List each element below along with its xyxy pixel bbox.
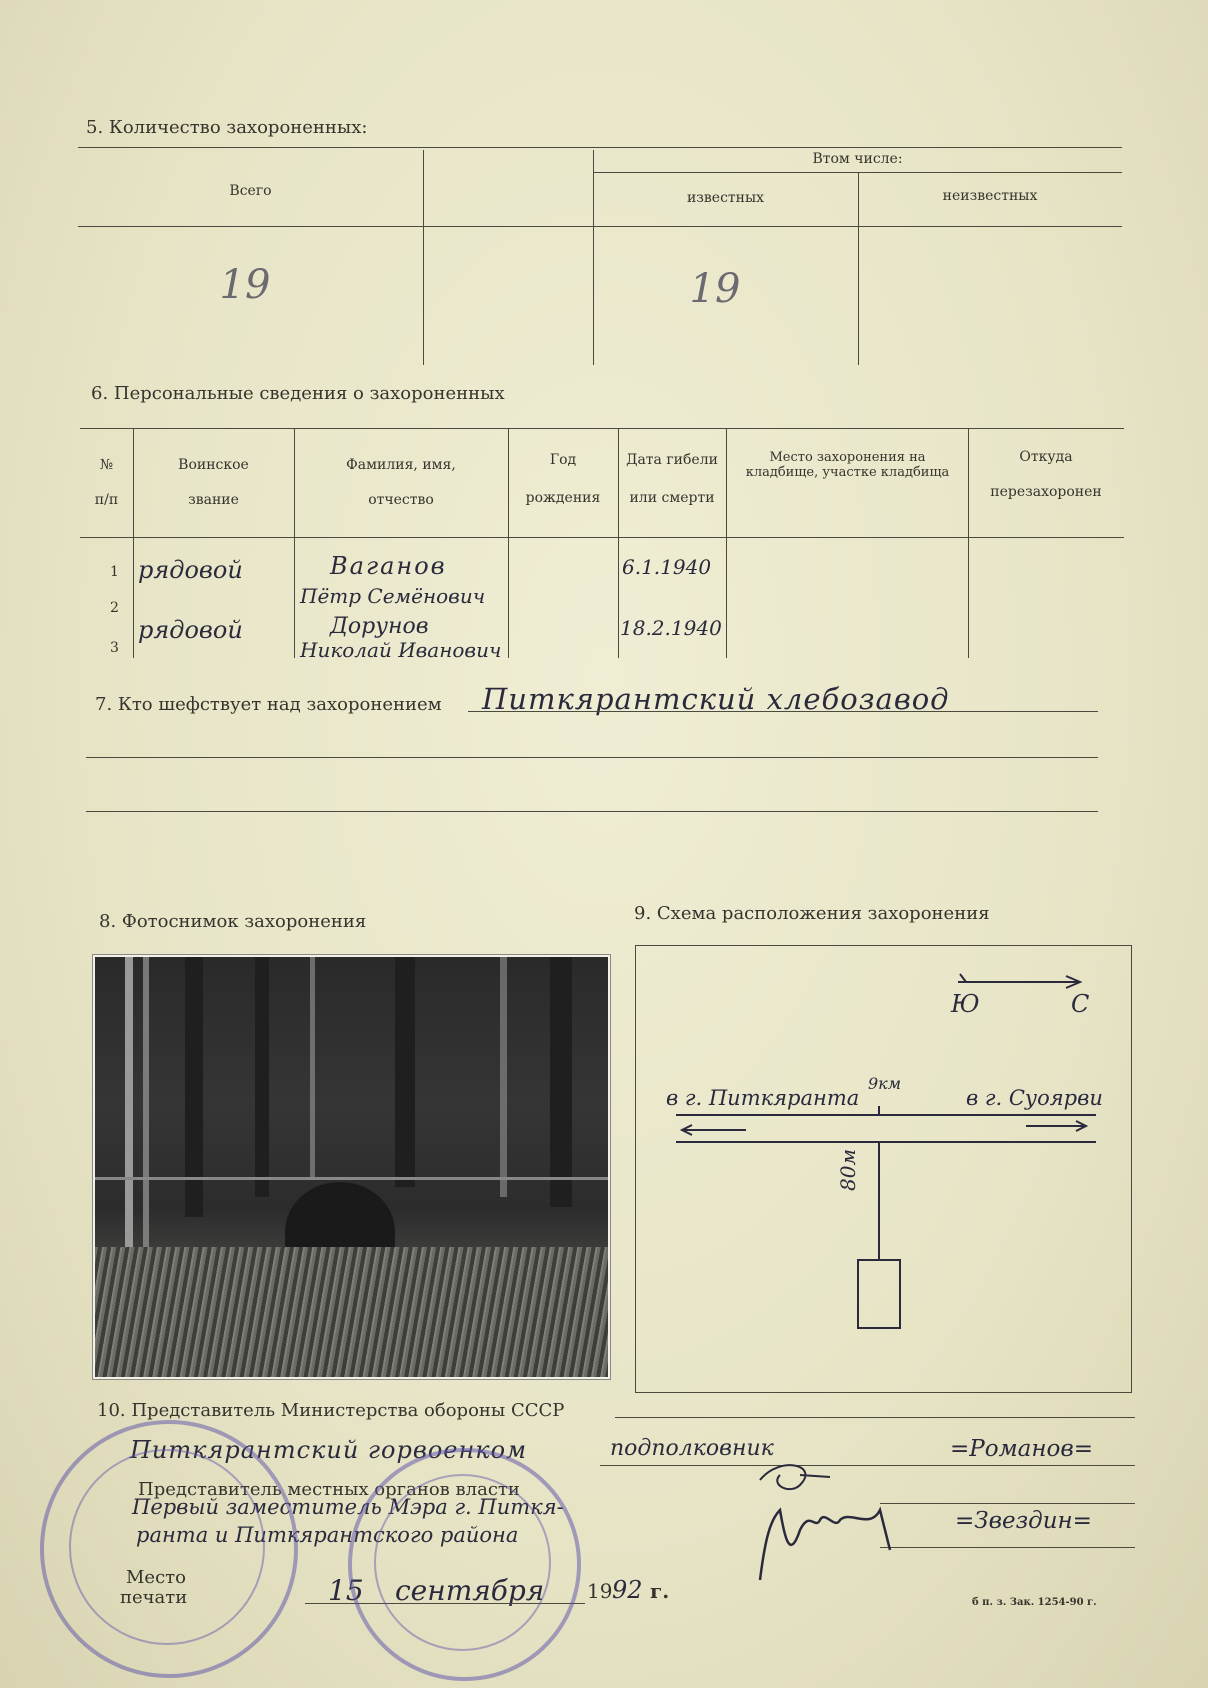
tree [255, 957, 269, 1197]
date-year-prefix: 19 [587, 1579, 613, 1603]
left-destination: в г. Питкяранта [666, 1086, 860, 1110]
distance-label: 80м [836, 1148, 860, 1191]
grave-marker [858, 1260, 900, 1328]
local-position-line2: ранта и Питкярантского района [136, 1523, 519, 1547]
dir-north: С [1071, 990, 1090, 1018]
date-day: 15 [328, 1574, 364, 1607]
section-9-title: 9. Схема расположения захоронения [634, 903, 990, 924]
header-from2: перезахоронен [990, 484, 1102, 500]
tree [310, 957, 315, 1177]
header-date1: Дата гибели [626, 452, 718, 468]
row2-surname: Дорунов [330, 614, 429, 639]
header-total: Всего [229, 183, 272, 199]
tree [500, 957, 507, 1197]
local-authority-label: Представитель местных органов власти [138, 1479, 520, 1500]
header-place: Место захоронения на кладбище, участке кладбища [745, 450, 950, 480]
header-year2: рождения [525, 490, 601, 506]
divider [78, 226, 1122, 227]
header-known: известных [686, 190, 765, 206]
divider [86, 757, 1098, 758]
section-8-title: 8. Фотоснимок захоронения [99, 911, 367, 932]
header-rank2: звание [188, 492, 239, 508]
compass-tail [960, 974, 966, 982]
patron-value: Питкярантский хлебозавод [482, 682, 950, 716]
divider [468, 711, 1098, 712]
official-stamp-right [348, 1448, 581, 1681]
header-name2: отчество [368, 492, 434, 508]
km-label: 9км [868, 1074, 901, 1093]
divider [86, 811, 1098, 812]
divider [880, 1503, 1135, 1504]
section-5-title: 5. Количество захороненных: [86, 117, 368, 138]
divider [726, 428, 727, 658]
header-num2: п/п [94, 492, 119, 508]
burial-photo [93, 955, 610, 1379]
date-year-g: г. [650, 1579, 670, 1603]
row1-name: Пётр Семёнович [300, 584, 486, 608]
header-including: Втом числе: [812, 151, 903, 167]
divider [593, 150, 594, 365]
stamp-inner-ring [69, 1449, 265, 1645]
tree [125, 957, 133, 1257]
section-7-label: 7. Кто шефствует над захоронением [95, 694, 442, 715]
grass [95, 1247, 608, 1377]
row2-rank: рядовой [138, 616, 243, 644]
tree [143, 957, 149, 1257]
fence-wire [95, 1177, 608, 1180]
signature-zvezdin [740, 1500, 910, 1590]
divider [78, 147, 1122, 148]
right-destination: в г. Суоярви [966, 1086, 1103, 1110]
row-number-1: 1 [110, 564, 119, 580]
mo-organization: Питкярантский горвоенком [130, 1436, 527, 1464]
divider [880, 1547, 1135, 1548]
total-value: 19 [219, 262, 271, 308]
mo-name: =Романов= [950, 1436, 1094, 1462]
tree [550, 957, 572, 1207]
header-rank1: Воинское [178, 457, 249, 473]
date-month: сентября [395, 1574, 545, 1607]
row1-surname: Ваганов [330, 552, 447, 580]
header-unknown: неизвестных [942, 188, 1038, 204]
local-position-line1: Первый заместитель Мэра г. Питкя- [132, 1495, 564, 1519]
row2-name: Николай Иванович [300, 638, 502, 662]
divider [423, 150, 424, 365]
section-6-title: 6. Персональные сведения о захороненных [91, 383, 505, 404]
header-name1: Фамилия, имя, [346, 457, 456, 473]
mo-rank: подполковник [610, 1436, 774, 1461]
header-num: № [99, 457, 114, 473]
header-from1: Откуда [1019, 449, 1073, 465]
tree [395, 957, 415, 1187]
stamp-place-label-1: Место [126, 1567, 186, 1588]
location-scheme [635, 945, 1132, 1393]
row2-date: 18.2.1940 [620, 616, 722, 640]
divider [615, 1417, 1135, 1418]
stamp-inner-ring [374, 1474, 551, 1651]
scheme-drawing [636, 946, 1131, 1392]
official-stamp-left [40, 1420, 298, 1678]
header-date2: или смерти [629, 490, 715, 506]
row-number-2: 2 [110, 600, 119, 616]
row1-date: 6.1.1940 [622, 555, 712, 579]
stamp-place-label-2: печати [120, 1587, 188, 1608]
section-10-title: 10. Представитель Министерства обороны СССР [97, 1400, 565, 1421]
row-number-3: 3 [110, 640, 119, 656]
known-value: 19 [689, 266, 741, 312]
date-year-suffix: 92 [612, 1576, 643, 1604]
print-info: б п. з. Зак. 1254-90 г. [972, 1597, 1097, 1608]
header-year1: Год [549, 452, 577, 468]
dir-south: Ю [951, 990, 980, 1018]
local-name: =Звездин= [955, 1508, 1092, 1534]
row1-rank: рядовой [138, 556, 243, 584]
